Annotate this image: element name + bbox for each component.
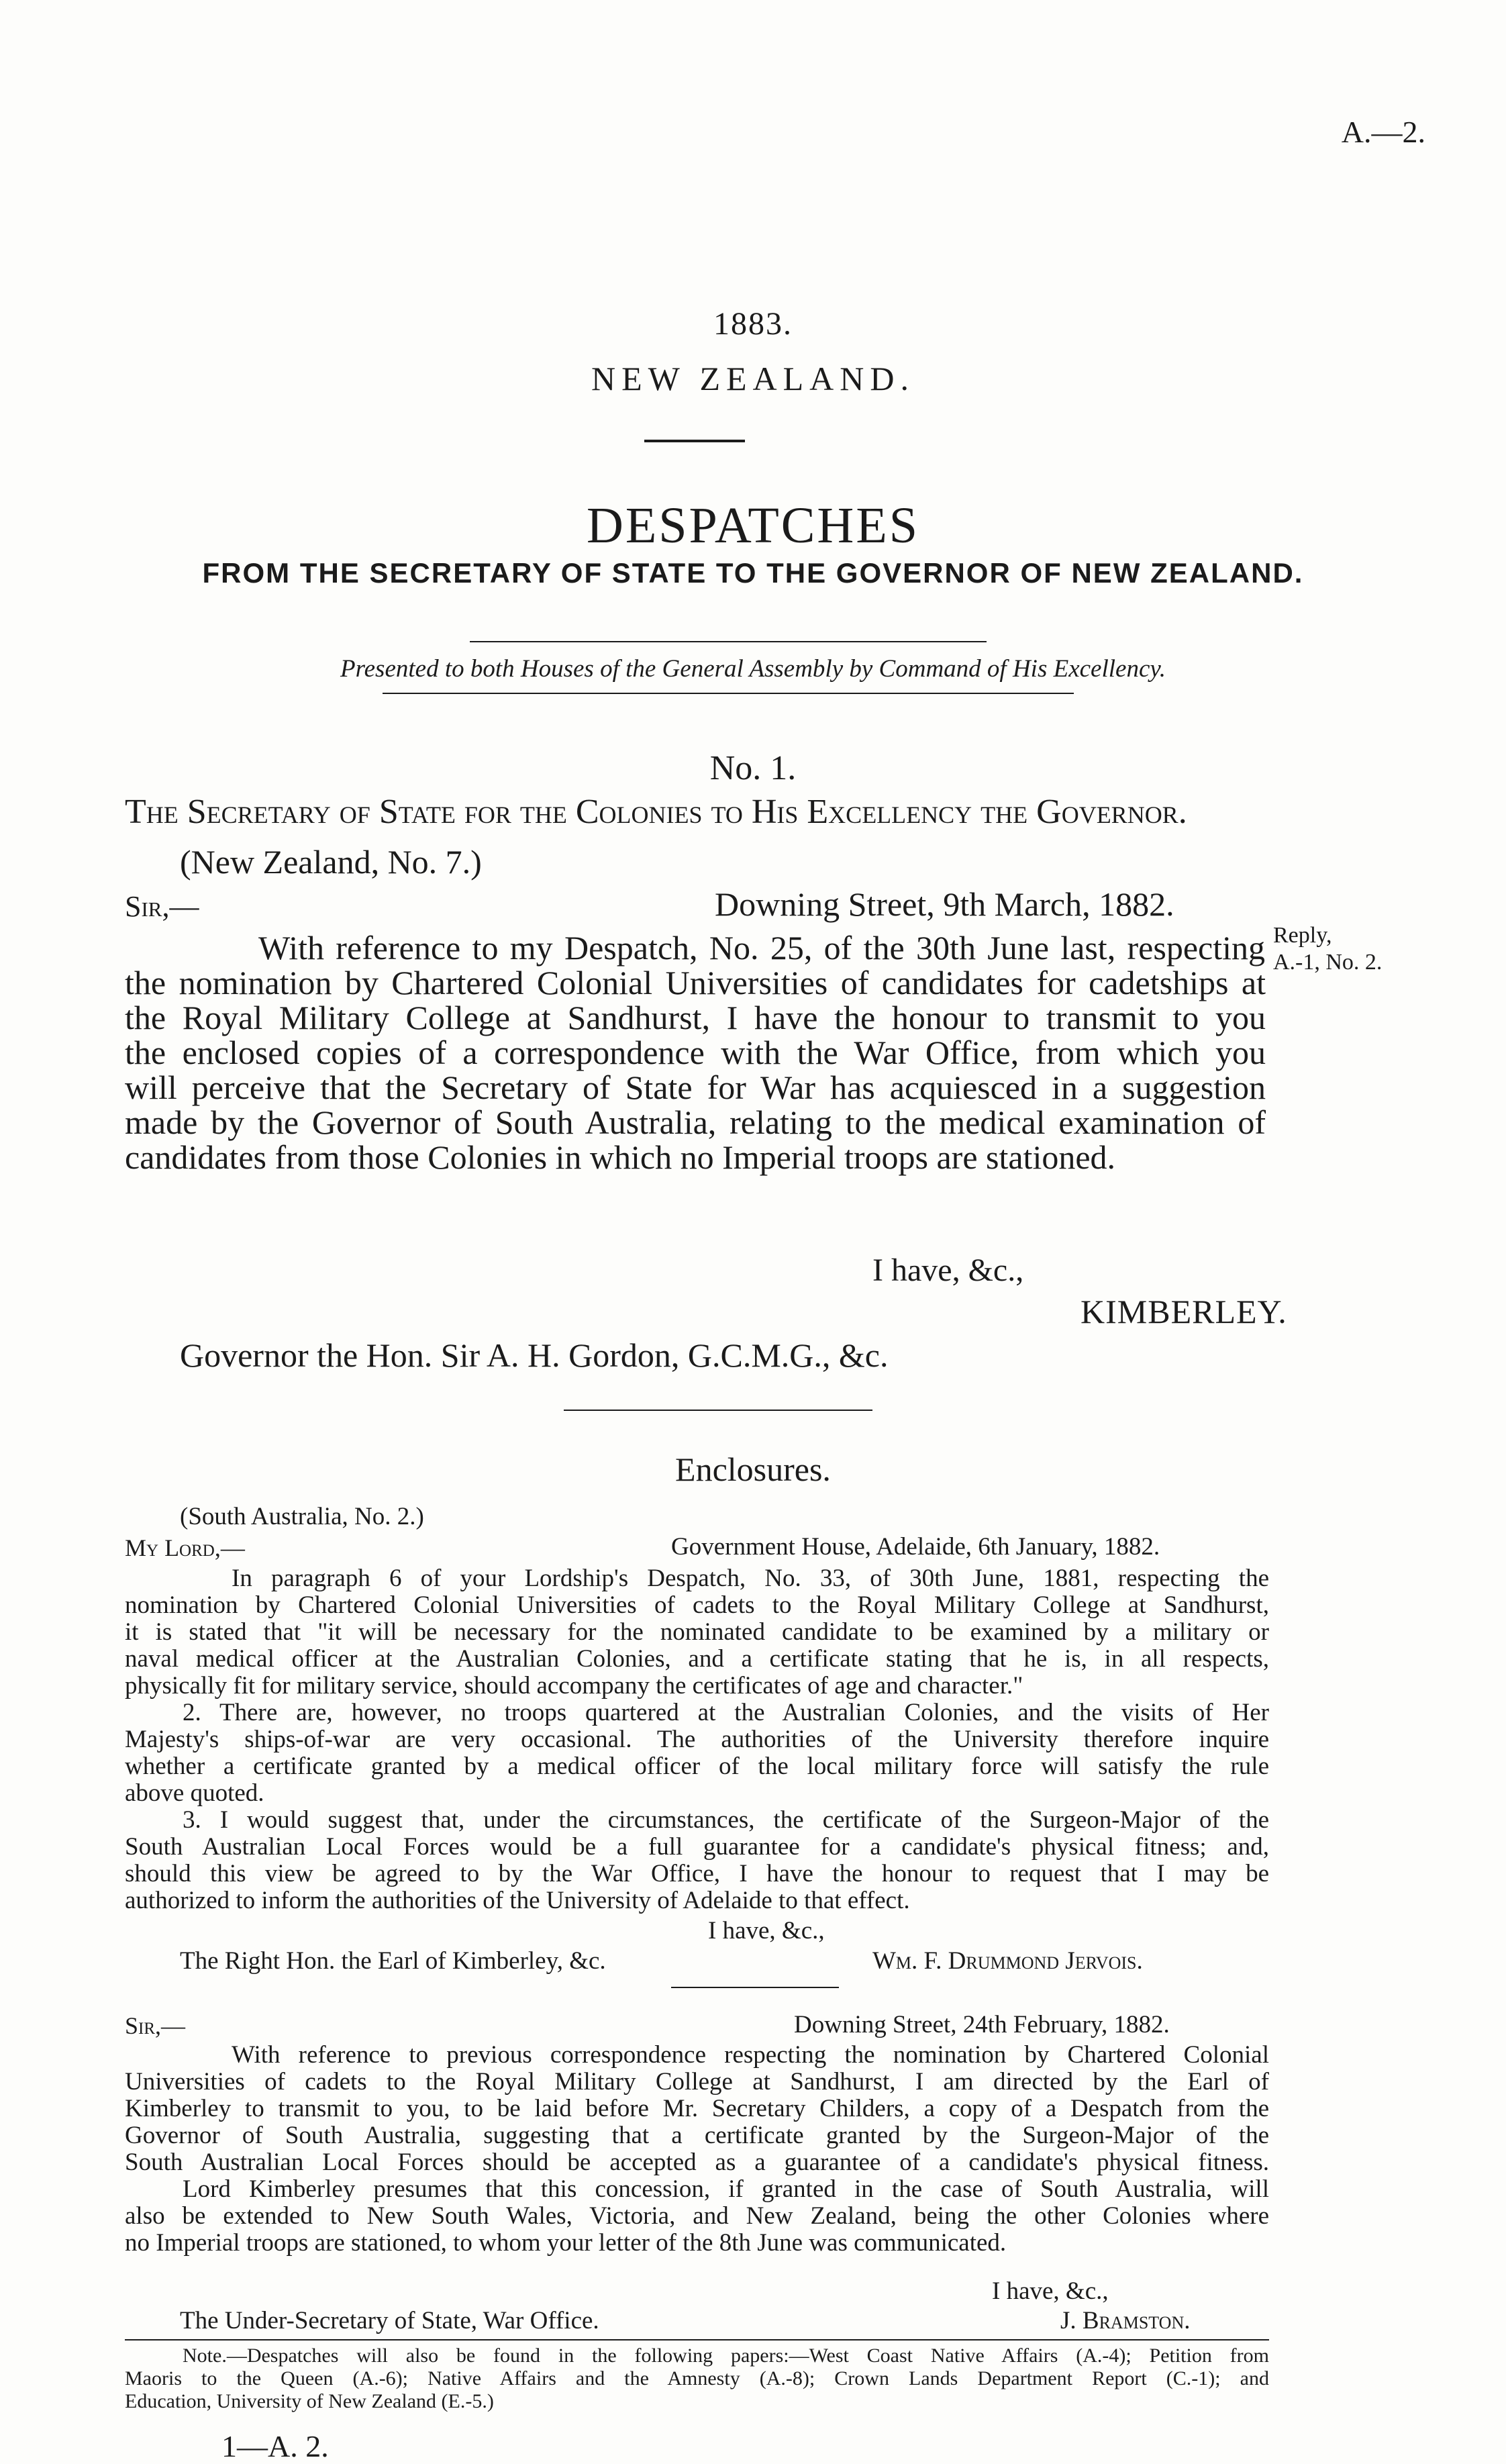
- enclosure-dateline: Government House, Adelaide, 6th January, 1882.: [671, 1533, 1160, 1561]
- enclosure-body-line: Kimberley to transmit to you, to be laid before Mr. Secretary Childers, a copy of a Despatch from the: [125, 2095, 1269, 2122]
- enclosure-signature: Wm. F. Drummond Jervois.: [872, 1947, 1143, 1975]
- despatch-body-line: will perceive that the Secretary of State for War has acquiesced in a suggestion: [125, 1069, 1266, 1106]
- enclosure-addressee: The Under-Secretary of State, War Office.: [180, 2307, 599, 2334]
- page-reference: A.—2.: [1341, 115, 1425, 149]
- enclosure-dateline: Downing Street, 24th February, 1882.: [794, 2011, 1170, 2038]
- enclosure-reference: (South Australia, No. 2.): [180, 1503, 424, 1530]
- despatch-number: No. 1.: [709, 749, 797, 787]
- divider-rule: [383, 693, 1074, 694]
- divider-rule: [644, 440, 745, 442]
- divider-rule: [671, 1987, 839, 1988]
- enclosure-body-line: above quoted.: [125, 1779, 264, 1807]
- despatch-body-line: made by the Governor of South Australia, relating to the medical examination of: [125, 1103, 1266, 1141]
- enclosure-body-line: 2. There are, however, no troops quartered at the Australian Colonies, and the visits of Her: [183, 1699, 1269, 1726]
- sheet-reference: 1—A. 2.: [221, 2429, 329, 2463]
- enclosure-body-line: In paragraph 6 of your Lordship's Despatch, No. 33, of 30th June, 1881, respecting the: [232, 1565, 1269, 1592]
- enclosure-body-line: South Australian Local Forces should be accepted as a guarantee of a candidate's physical fitness.: [125, 2149, 1269, 2176]
- enclosure-signature: J. Bramston.: [1060, 2307, 1191, 2334]
- footnote-line: Maoris to the Queen (A.-6); Native Affairs and the Amnesty (A.-8); Crown Lands Department Report (C.-1); and: [125, 2367, 1269, 2389]
- despatch-salutation: Sir,—: [125, 890, 199, 923]
- margin-note: A.-1, No. 2.: [1273, 950, 1383, 975]
- enclosure-body-line: nomination by Chartered Colonial Universities of cadets to the Royal Military College at Sandhurst,: [125, 1591, 1269, 1619]
- enclosure-closing: I have, &c.,: [992, 2277, 1109, 2305]
- divider-rule: [564, 1410, 872, 1411]
- despatch-heading: The Secretary of State for the Colonies to His Excellency the Governor.: [125, 793, 1187, 831]
- document-title: DESPATCHES: [586, 497, 920, 554]
- enclosure-addressee: The Right Hon. the Earl of Kimberley, &c.: [180, 1947, 606, 1975]
- enclosure-body-line: no Imperial troops are stationed, to whom your letter of the 8th June was communicated.: [125, 2229, 1007, 2257]
- enclosure-body-line: physically fit for military service, should accompany the certificates of age and character.": [125, 1672, 1023, 1699]
- enclosure-body-line: Lord Kimberley presumes that this concession, if granted in the case of South Australia, will: [183, 2175, 1269, 2203]
- enclosure-body-line: naval medical officer at the Australian Colonies, and a certificate stating that he is, in all respects,: [125, 1645, 1269, 1673]
- enclosure-body-line: Universities of cadets to the Royal Military College at Sandhurst, I am directed by the Earl of: [125, 2068, 1269, 2096]
- enclosure-body-line: Majesty's ships-of-war are very occasional. The authorities of the University therefore inquire: [125, 1726, 1269, 1753]
- margin-note: Reply,: [1273, 923, 1332, 948]
- despatch-reference: (New Zealand, No. 7.): [180, 843, 482, 881]
- despatch-body-line: candidates from those Colonies in which no Imperial troops are stationed.: [125, 1138, 1116, 1176]
- enclosure-salutation: Sir,—: [125, 2012, 186, 2039]
- presentation-statement: Presented to both Houses of the General Assembly by Command of His Excellency.: [340, 655, 1166, 683]
- despatch-addressee: Governor the Hon. Sir A. H. Gordon, G.C.M.G., &c.: [180, 1336, 889, 1374]
- enclosure-body-line: it is stated that "it will be necessary for the nominated candidate to be examined by a military or: [125, 1618, 1269, 1646]
- despatch-body-line: the Royal Military College at Sandhurst, I have the honour to transmit to you: [125, 999, 1266, 1036]
- footnote-line: Education, University of New Zealand (E.-5.): [125, 2390, 494, 2412]
- despatch-dateline: Downing Street, 9th March, 1882.: [715, 885, 1174, 923]
- document-year: 1883.: [713, 306, 793, 342]
- despatch-body-line: the nomination by Chartered Colonial Universities of candidates for cadetships at: [125, 964, 1266, 1001]
- despatch-body-line: the enclosed copies of a correspondence with the War Office, from which you: [125, 1034, 1266, 1071]
- enclosure-closing: I have, &c.,: [708, 1917, 825, 1944]
- divider-rule: [470, 641, 987, 642]
- enclosure-body-line: authorized to inform the authorities of the University of Adelaide to that effect.: [125, 1887, 910, 1914]
- despatch-body-line: With reference to my Despatch, No. 25, of the 30th June last, respecting: [258, 929, 1265, 967]
- enclosure-body-line: whether a certificate granted by a medical officer of the local military force will satisfy the rule: [125, 1753, 1269, 1780]
- enclosure-body-line: also be extended to New South Wales, Victoria, and New Zealand, being the other Colonies where: [125, 2202, 1269, 2230]
- enclosure-body-line: With reference to previous correspondence respecting the nomination by Chartered Colonial: [232, 2041, 1269, 2069]
- enclosure-body-line: should this view be agreed to by the War Office, I have the honour to request that I may be: [125, 1860, 1269, 1887]
- country-heading: NEW ZEALAND.: [591, 360, 915, 397]
- enclosures-heading: Enclosures.: [675, 1450, 831, 1488]
- enclosure-body-line: 3. I would suggest that, under the circumstances, the certificate of the Surgeon-Major of the: [183, 1806, 1269, 1834]
- despatch-closing: I have, &c.,: [872, 1252, 1024, 1288]
- enclosure-body-line: Governor of South Australia, suggesting that a certificate granted by the Surgeon-Major of the: [125, 2122, 1269, 2149]
- document-subtitle: FROM THE SECRETARY OF STATE TO THE GOVERNOR OF NEW ZEALAND.: [202, 557, 1304, 589]
- despatch-signature: KIMBERLEY.: [1081, 1293, 1287, 1330]
- enclosure-salutation: My Lord,—: [125, 1534, 245, 1561]
- divider-rule: [125, 2339, 1269, 2340]
- footnote-line: Note.—Despatches will also be found in the following papers:—West Coast Native Affairs (A.-4); Petition from: [183, 2345, 1269, 2367]
- enclosure-body-line: South Australian Local Forces would be a full guarantee for a candidate's physical fitness; and,: [125, 1833, 1269, 1861]
